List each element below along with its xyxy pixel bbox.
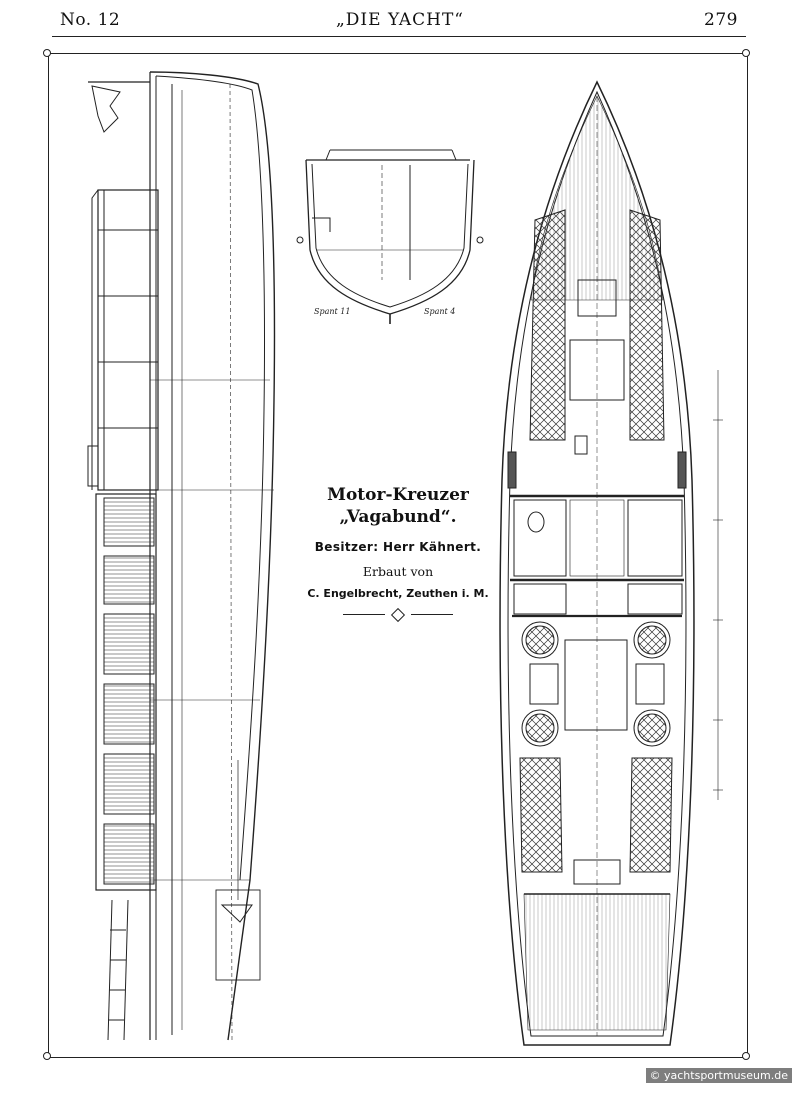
flag-icon [88, 82, 150, 132]
journal-title: „DIE YACHT“ [335, 10, 464, 30]
boat-name: „Vagabund“. [339, 507, 457, 527]
boat-type: Motor-Kreuzer [327, 485, 469, 505]
midship-section [297, 150, 483, 324]
deck-plan [500, 82, 723, 1045]
built-by-label: Erbaut von [362, 564, 434, 579]
section-label-right: Spant 4 [424, 307, 456, 316]
builder-line: C. Engelbrecht, Zeuthen i. M. [307, 587, 489, 600]
side-elevation [88, 72, 274, 1040]
ornament-divider [343, 610, 453, 620]
watermark: © yachtsportmuseum.de [646, 1068, 792, 1083]
section-label-left: Spant 11 [314, 307, 351, 316]
plate-caption [296, 484, 500, 620]
issue-number: No. 12 [60, 10, 121, 30]
page-number: 279 [704, 10, 738, 30]
owner-line: Besitzer: Herr Kähnert. [314, 540, 482, 554]
